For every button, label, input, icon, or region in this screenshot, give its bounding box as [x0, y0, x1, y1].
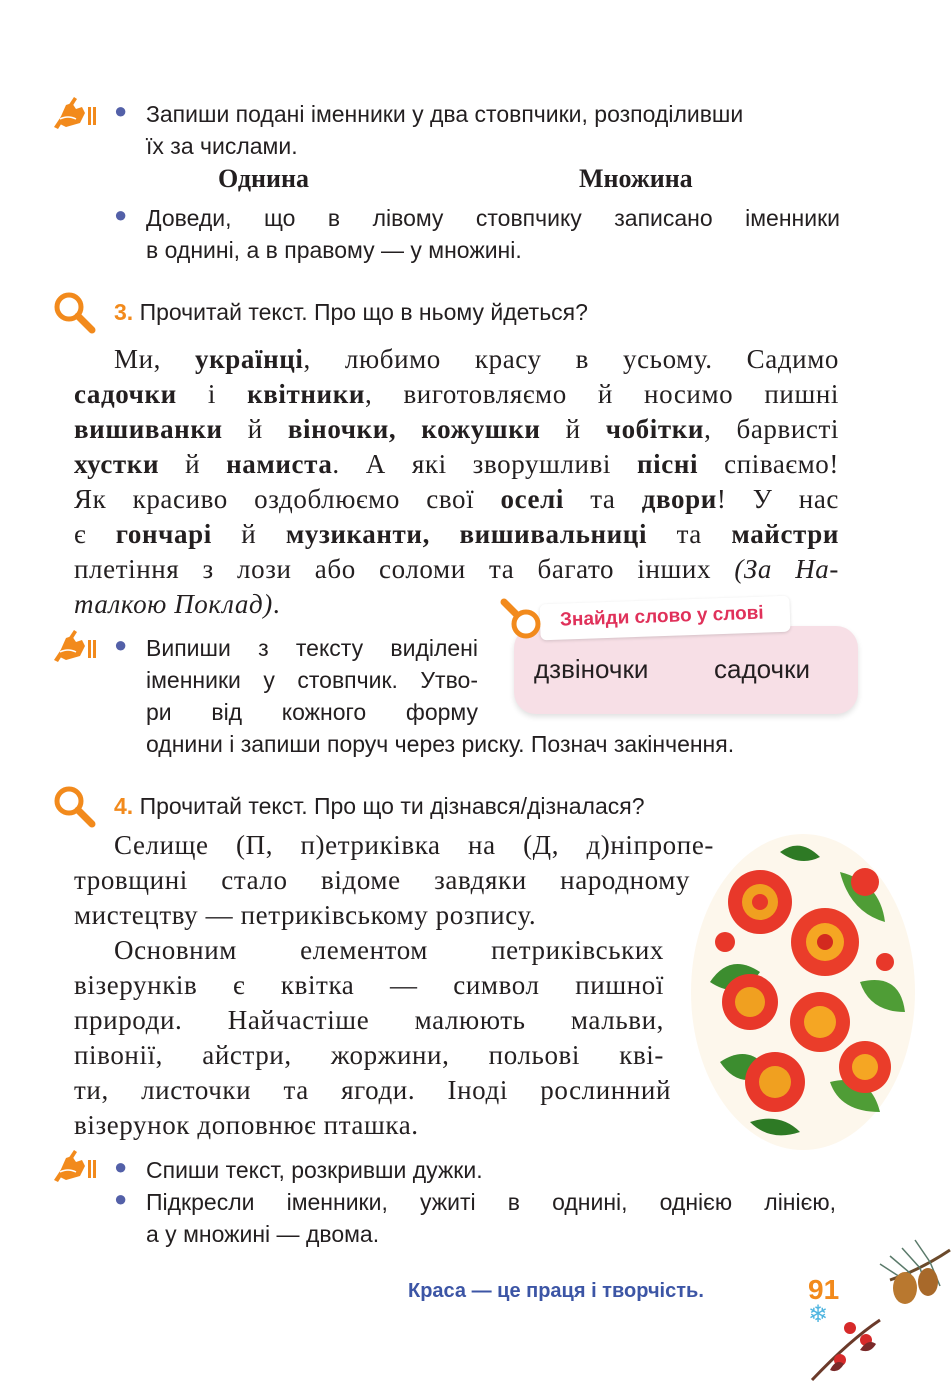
text-line: вишиванки й віночки, кожушки й чобітки, барвисті [74, 414, 840, 444]
text-line: Селище (П, п)етриківка на (Д, д)ніпропе- [114, 830, 714, 860]
task-bullet-text: Запиши подані іменники у два стовпчики, розподіливши їх за числами. [146, 101, 744, 159]
petrykivka-painting [690, 832, 916, 1152]
bullet: ● [114, 632, 128, 657]
text-line: є гончарі й музиканти, вишивальниці та майстри [74, 519, 840, 549]
box-title: Знайди слово у слові [559, 602, 765, 631]
text-line: природи. Найчастіше малюють мальви, [74, 1005, 664, 1035]
text-line: садочки і квітники, виготовляємо й носимо пишні [74, 379, 839, 409]
column-header-plural: Множина [579, 164, 693, 193]
text-line: тровщині стало відоме завдяки народному [74, 865, 690, 895]
text-line: візерунок доповнює пташка. [74, 1110, 419, 1140]
box-word-1: дзвіночки [534, 654, 649, 684]
page-number: 91 [808, 1274, 840, 1305]
text-line: Як красиво оздоблюємо свої оселі та двори! У нас [74, 484, 839, 514]
task-number: 4. [114, 793, 134, 819]
footer-title: Краса — це праця і творчість. [408, 1280, 704, 1302]
bullet: ● [114, 202, 128, 227]
bullet: ● [114, 98, 128, 123]
task-bullet-text: Доведи, що в лівому стовпчику записано іменники в однині, а в правому — у множині. [146, 205, 840, 263]
bullet: ● [114, 1154, 128, 1179]
instruction-text: Прочитай текст. Про що ти дізнався/дізналася? [139, 793, 645, 819]
task-bullet-text: Спиши текст, розкривши дужки. [146, 1157, 483, 1183]
snowflake-icon: ❄ [808, 1301, 829, 1328]
box-word-2: садочки [714, 654, 810, 684]
write-task-icon [52, 1146, 98, 1186]
pine-branch-decoration [810, 1230, 952, 1394]
text-line: ти, листочки та ягоди. Іноді рослинний [74, 1075, 671, 1105]
text-line: хустки й намиста. А які зворушливі пісні співаємо! [74, 449, 839, 479]
text-line: півонії, айстри, жоржини, польові кві- [74, 1040, 664, 1070]
text-line: візерунків є квітка — символ пишної [74, 970, 664, 1000]
text-line: талкою Поклад). [74, 589, 281, 619]
task-bullet-text: Випиши з тексту виділені іменники у стовпчик. Утво- ри від кожного форму однини і запиши поруч через риску. Познач закінчення. [146, 635, 735, 757]
text-line: мистецтву — петриківському розпису. [74, 900, 537, 930]
task-bullet-text: Підкресли іменники, ужиті в однині, однією лінією, а у множині — двома. [146, 1189, 836, 1247]
instruction-text: Прочитай текст. Про що в ньому йдеться? [139, 299, 588, 325]
column-header-singular: Однина [218, 164, 309, 193]
text-line: плетіння з лози або соломи та багато інших (За На- [74, 554, 839, 584]
text-line: Ми, українці, любимо красу в усьому. Садимо [114, 344, 839, 374]
bullet: ● [114, 1186, 128, 1211]
text-line: Основним елементом петриківських [114, 935, 664, 965]
task-number: 3. [114, 299, 134, 325]
